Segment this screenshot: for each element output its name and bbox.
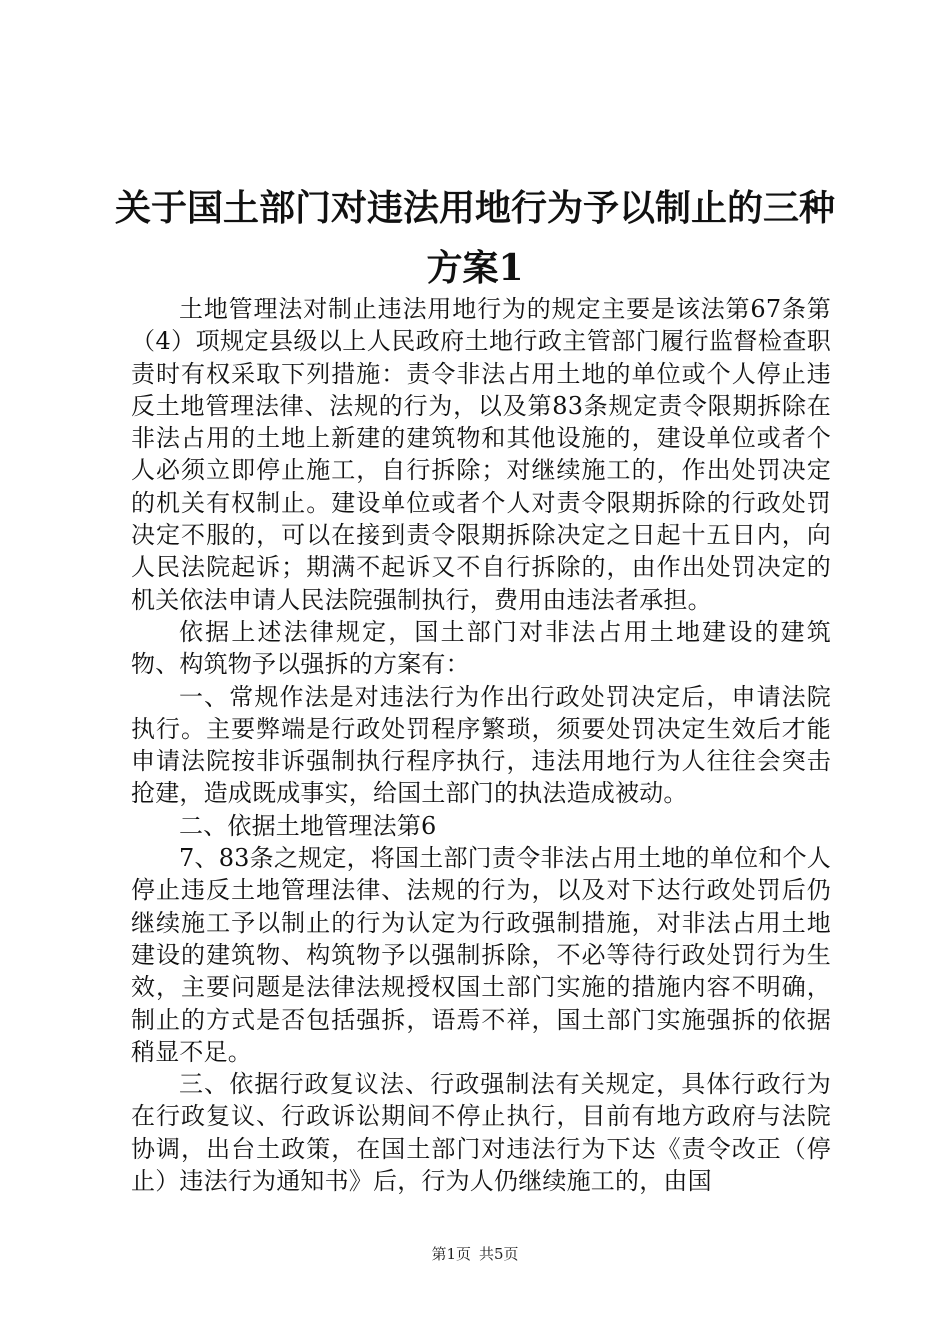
document-title-line-1: 关于国土部门对违法用地行为予以制止的三种 [114,187,835,229]
document-body [131,293,831,1197]
paragraph-plan-one: 一、常规作法是对违法行为作出行政处罚决定后，申请法院执行。主要弊端是行政处罚程序繁琐，须要处罚决定生效后才能申请法院按非诉强制执行程序执行，违法用地行为人往往会突击抢建，造成既成事实，给国土部门的执法造成被动。 [131,682,831,808]
paragraph-intro: 土地管理法对制止违法用地行为的规定主要是该法第67条第（4）项规定县级以上人民政府土地行政主管部门履行监督检查职责时有权采取下列措施：责令非法占用土地的单位或个人停止违反土地管理法律、法规的行为，以及第83条规定责令限期拆除在非法占用的土地上新建的建筑物和其他设施的，建设单位或者个人必须立即停止施工，自行拆除；对继续施工的，作出处罚决定的机关有权制止。建设单位或者个人对责令限期拆除的行政处罚决定不服的，可以在接到责令限期拆除决定之日起十五日内，向人民法院起诉；期满不起诉又不自行拆除的，由作出处罚决定的机关依法申请人民法院强制执行，费用由违法者承担。 [131,295,831,614]
document-title-line-2: 方案1 [426,247,524,289]
paragraph-plan-two-body: 7、83条之规定，将国土部门责令非法占用土地的单位和个人停止违反土地管理法律、法规的行为，以及对下达行政处罚后仍继续施工予以制止的行为认定为行政强制措施，对非法占用土地建设的建筑物、构筑物予以强制拆除，不必等待行政处罚行为生效，主要问题是法律法规授权国土部门实施的措施内容不明确，制止的方式是否包括强拆，语焉不祥，国土部门实施强拆的依据稍显不足。 [131,844,831,1066]
paragraph-plan-two-heading: 二、依据土地管理法第6 [179,811,437,840]
page-total: 共5页 [479,1245,519,1263]
paragraph-plans-lead: 依据上述法律规定，国土部门对非法占用土地建设的建筑物、构筑物予以强拆的方案有： [131,617,831,679]
paragraph-plan-three: 三、依据行政复议法、行政强制法有关规定，具体行政行为在行政复议、行政诉讼期间不停止执行，目前有地方政府与法院协调，出台土政策，在国土部门对违法行为下达《责令改正（停止）违法行为通知书》后，行为人仍继续施工的，由国 [131,1070,831,1196]
page-number: 第1页 [431,1245,471,1263]
page-footer [0,1244,950,1264]
